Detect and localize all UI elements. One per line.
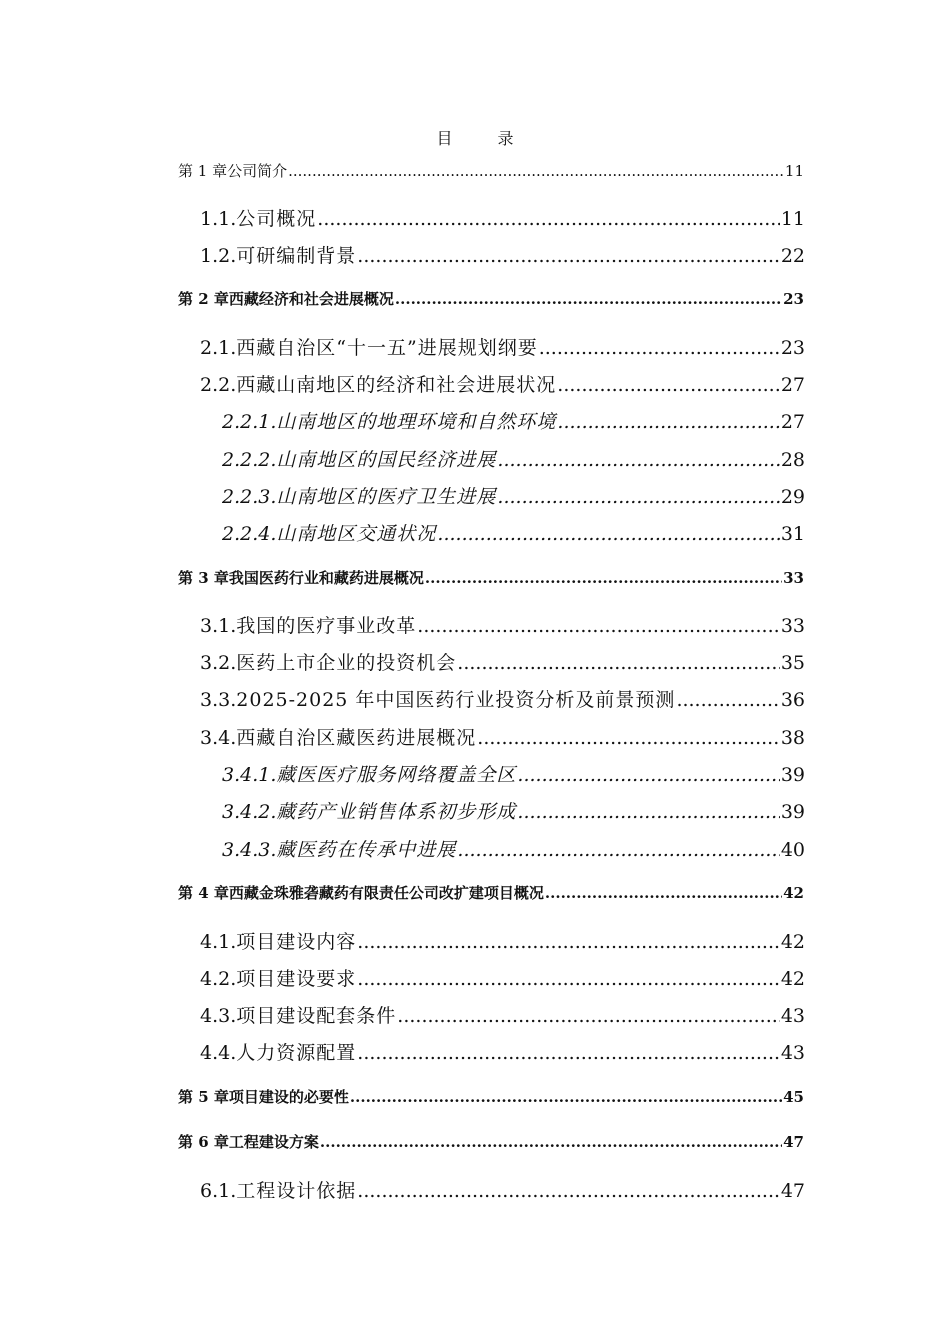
toc-entry-page-number: 27 [780,411,805,433]
toc-entry-subsection[interactable] [222,445,805,471]
toc-entry-number: 1.1. [200,208,237,230]
toc-entry-number: 3.4.2. [222,801,277,823]
toc-entry-page-number: 38 [780,727,805,749]
dot-leader [497,486,779,508]
dot-leader [517,764,779,786]
toc-entry-subsection[interactable] [222,760,805,786]
dot-leader [497,449,779,471]
dot-leader [557,411,779,433]
toc-entry-title: 西藏经济和社会进展概况 [228,290,394,308]
toc-entry-section[interactable] [200,241,805,267]
toc-entry-title: 工程设计依据 [236,1180,357,1202]
toc-entry-title: 医药上市企业的投资机会 [236,652,457,674]
toc-entry-title: 项目建设的必要性 [228,1088,349,1106]
toc-entry-title: 西藏自治区藏医药进展概况 [236,727,477,749]
toc-entry-section[interactable] [200,723,805,749]
toc-entry-title: 西藏山南地区的经济和社会进展状况 [236,374,557,396]
toc-entry-page-number: 47 [780,1180,805,1202]
dot-leader [517,801,779,823]
dot-leader [425,569,782,587]
toc-entry-section[interactable] [200,1001,805,1027]
toc-entry-title: 山南地区的地理环境和自然环境 [276,411,557,433]
dot-leader [357,931,780,953]
toc-entry-title: 山南地区的医疗卫生进展 [276,486,497,508]
toc-entry-number: 第 4 章 [178,884,229,902]
toc-entry-page-number: 47 [783,1133,804,1151]
toc-entry-page-number: 28 [780,449,805,471]
dot-leader [557,374,780,396]
toc-entry-page-number: 33 [783,569,804,587]
toc-entry-title: 项目建设内容 [236,931,357,953]
toc-entry-title: 西藏自治区“十一五”进展规划纲要 [236,337,538,359]
dot-leader [357,1180,780,1202]
toc-entry-page-number: 29 [780,486,805,508]
toc-entry-page-number: 43 [780,1042,805,1064]
toc-title: 目 录 [436,129,534,148]
toc-entry-number: 第 3 章 [178,569,229,587]
toc-entry-number: 第 6 章 [178,1133,229,1151]
toc-entry-chapter[interactable] [178,1131,804,1151]
toc-entry-subsection[interactable] [222,407,805,433]
toc-entry-title: 人力资源配置 [236,1042,357,1064]
toc-entry-page-number: 45 [783,1088,804,1106]
toc-entry-section[interactable] [200,204,805,230]
toc-entry-number: 2.1. [200,337,237,359]
toc-entry-title: 工程建设方案 [228,1133,319,1151]
toc-entry-page-number: 11 [784,162,804,180]
toc-entry-subsection[interactable] [222,797,805,823]
toc-entry-number: 2.2.1. [222,411,277,433]
toc-entry-title: 项目建设配套条件 [236,1005,397,1027]
toc-entry-number: 2.2.4. [222,523,277,545]
toc-entry-title: 藏药产业销售体系初步形成 [276,801,517,823]
toc-entry-number: 4.4. [200,1042,237,1064]
toc-entry-number: 第 5 章 [178,1088,229,1106]
toc-entry-page-number: 42 [780,931,805,953]
toc-entry-number: 4.2. [200,968,237,990]
toc-entry-number: 2.2.3. [222,486,277,508]
dot-leader [395,290,782,308]
dot-leader [457,652,780,674]
toc-entry-page-number: 39 [780,801,805,823]
toc-entry-title: 西藏金珠雅砻藏药有限责任公司改扩建项目概况 [228,884,544,902]
toc-entry-section[interactable] [200,1176,805,1202]
toc-entry-chapter[interactable] [178,160,804,180]
toc-entry-page-number: 22 [780,245,805,267]
toc-entry-page-number: 27 [780,374,805,396]
dot-leader [397,1005,780,1027]
toc-entry-title: 藏医医疗服务网络覆盖全区 [276,764,517,786]
dot-leader [539,337,780,359]
toc-entry-subsection[interactable] [222,482,805,508]
dot-leader [676,689,779,711]
toc-entry-number: 3.4.3. [222,839,277,861]
toc-entry-page-number: 33 [780,615,805,637]
dot-leader [288,162,784,180]
toc-entry-title: 我国医药行业和藏药进展概况 [228,569,424,587]
toc-entry-page-number: 42 [780,968,805,990]
toc-entry-section[interactable] [200,648,805,674]
toc-entry-section[interactable] [200,685,805,711]
toc-entry-section[interactable] [200,370,805,396]
dot-leader [457,839,779,861]
toc-entry-section[interactable] [200,1038,805,1064]
toc-entry-title: 项目建设要求 [236,968,357,990]
toc-entry-chapter[interactable] [178,288,804,308]
toc-entry-title: 藏医药在传承中进展 [276,839,457,861]
toc-entry-title: 可研编制背景 [236,245,357,267]
dot-leader [477,727,780,749]
toc-entry-title: 山南地区交通状况 [276,523,437,545]
toc-entry-page-number: 31 [780,523,805,545]
toc-entry-number: 第 2 章 [178,290,229,308]
toc-entry-section[interactable] [200,611,805,637]
toc-entry-page-number: 43 [780,1005,805,1027]
toc-entry-number: 2.2.2. [222,449,277,471]
toc-entry-number: 3.1. [200,615,237,637]
toc-entry-page-number: 23 [783,290,804,308]
toc-entry-number: 4.3. [200,1005,237,1027]
dot-leader [357,245,780,267]
toc-entry-section[interactable] [200,333,805,359]
toc-entry-page-number: 40 [780,839,805,861]
toc-entry-title: 公司简介 [227,162,288,180]
dot-leader [417,615,780,637]
toc-entry-subsection[interactable] [222,835,805,861]
dot-leader [320,1133,782,1151]
toc-entry-number: 第 1 章 [178,162,228,180]
toc-entry-title: 我国的医疗事业改革 [236,615,417,637]
toc-entry-chapter[interactable] [178,1086,804,1106]
toc-entry-number: 3.4.1. [222,764,277,786]
toc-entry-page-number: 35 [780,652,805,674]
toc-entry-number: 6.1. [200,1180,237,1202]
toc-entry-title: 公司概况 [236,208,317,230]
toc-entry-section[interactable] [200,964,805,990]
toc-entry-subsection[interactable] [222,519,805,545]
toc-entry-page-number: 36 [780,689,805,711]
dot-leader [350,1088,782,1106]
toc-entry-number: 2.2. [200,374,237,396]
toc-entry-title: 山南地区的国民经济进展 [276,449,497,471]
toc-entry-page-number: 11 [780,208,805,230]
toc-entry-number: 3.4. [200,727,237,749]
toc-entry-page-number: 42 [783,884,804,902]
toc-entry-title: 2025-2025 年中国医药行业投资分析及前景预测 [236,689,676,711]
toc-entry-chapter[interactable] [178,882,804,902]
toc-entry-page-number: 39 [780,764,805,786]
toc-entry-number: 1.2. [200,245,237,267]
dot-leader [545,884,782,902]
dot-leader [437,523,779,545]
toc-entry-chapter[interactable] [178,567,804,587]
toc-entry-page-number: 23 [780,337,805,359]
toc-entry-number: 4.1. [200,931,237,953]
toc-entry-section[interactable] [200,927,805,953]
toc-entry-number: 3.3. [200,689,237,711]
dot-leader [317,208,780,230]
toc-entry-number: 3.2. [200,652,237,674]
dot-leader [357,968,780,990]
dot-leader [357,1042,780,1064]
